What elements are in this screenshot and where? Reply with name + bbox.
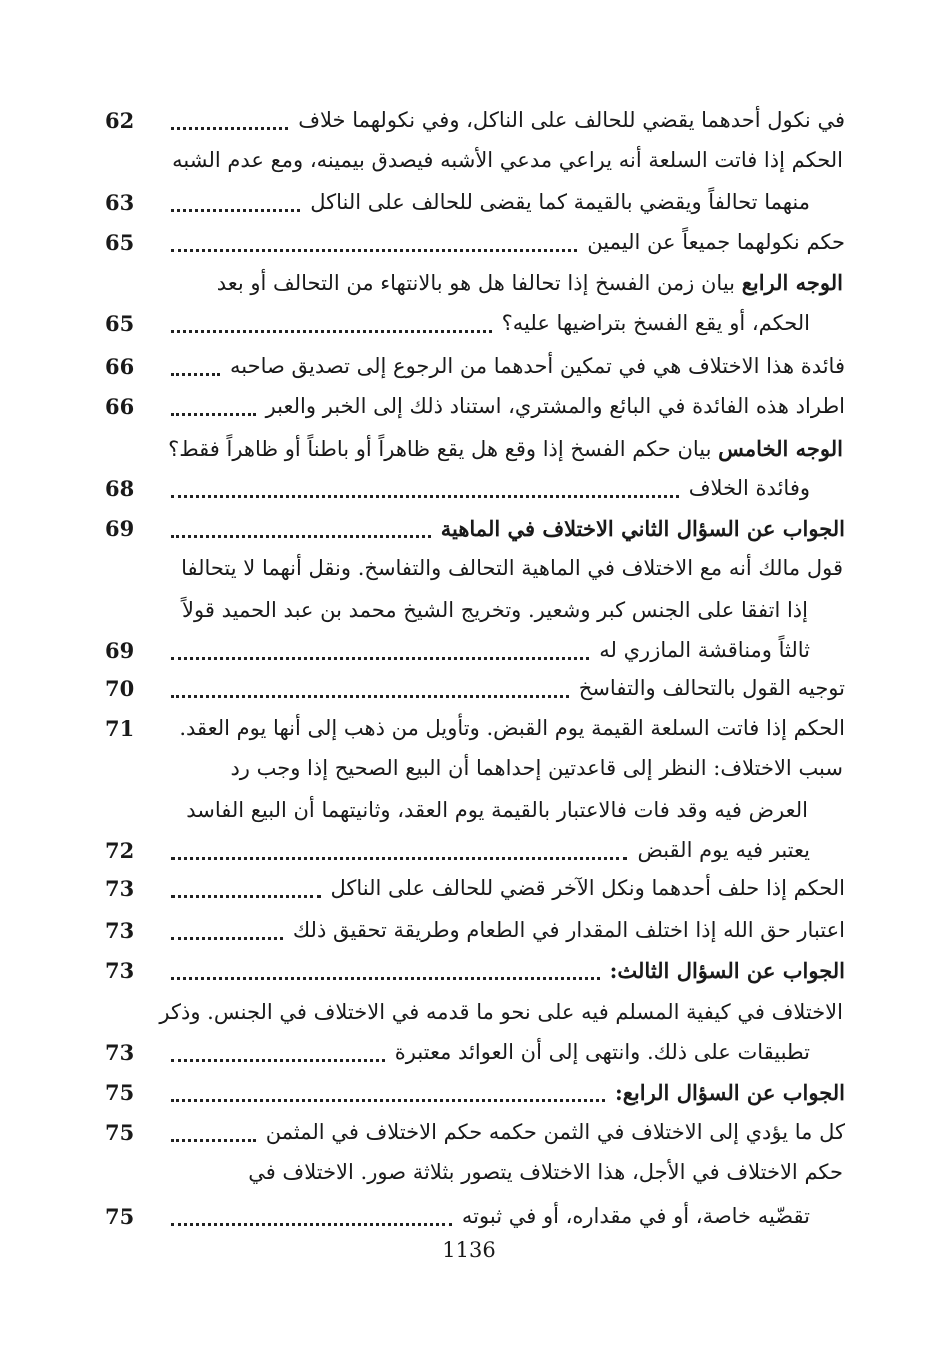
toc-page-number: 72	[105, 837, 135, 863]
toc-page-number: 73	[105, 917, 135, 943]
toc-entry-text: الحكم، أو يقع الفسخ بتراضيها عليه؟	[501, 311, 810, 335]
toc-entry	[105, 708, 845, 748]
toc-entry-text: قول مالك أنه مع الاختلاف في الماهية التحالف والتفاسخ. ونقل أنهما لا يتحالفا	[181, 556, 843, 580]
toc-entry	[105, 468, 810, 508]
toc-page-number: 65	[105, 229, 135, 255]
toc-entry-text: حكم نكولهما جميعاً عن اليمين	[587, 230, 845, 254]
toc-page-number: 75	[105, 1203, 135, 1229]
toc-entry	[105, 100, 845, 140]
toc-entry	[105, 910, 845, 950]
toc-entry-text: سبب الاختلاف: النظر إلى قاعدتين إحداهما أن البيع الصحيح إذا وجب رد	[230, 756, 843, 780]
toc-entry-text: العرض فيه وقد فات فالاعتبار بالقيمة يوم العقد، وثانيتهما أن البيع الفاسد	[186, 798, 808, 822]
toc-entry-text: منهما تحالفاً ويقضي بالقيمة كما يقضى للحالف على الناكل	[310, 190, 810, 214]
dot-leader	[171, 868, 321, 908]
toc-entry-text: الحكم إذا حلف أحدهما ونكل الآخر قضي للحالف على الناكل	[330, 876, 845, 900]
toc-entry-text: تقضّيه خاصة، أو في مقداره، أو في ثبوته	[461, 1204, 810, 1228]
toc-page-number: 66	[105, 393, 135, 419]
toc-page-number: 75	[105, 1079, 135, 1105]
toc-entry-text: اطراد هذه الفائدة في البائع والمشتري، استناد ذلك إلى الخبر والعبر	[265, 394, 845, 418]
toc-page-number: 68	[105, 475, 135, 501]
dot-leader	[171, 1072, 605, 1112]
toc-entry	[105, 1032, 810, 1072]
toc-entry	[105, 1072, 845, 1112]
toc-entry-text: يعتبر فيه يوم القبض	[637, 838, 810, 862]
toc-page-number: 63	[105, 189, 135, 215]
dot-leader	[171, 668, 569, 708]
toc-entry-text: حكم الاختلاف في الأجل، هذا الاختلاف يتصور بثلاثة صور. الاختلاف في	[248, 1160, 843, 1184]
toc-page-number: 69	[105, 637, 135, 663]
toc-entry	[105, 868, 845, 908]
toc-page-number: 73	[105, 1039, 135, 1065]
toc-entry-text: اعتبار حق الله إذا اختلف المقدار في الطعام وطريقة تحقيق ذلك	[292, 918, 845, 942]
toc-entry-text: الوجه الخامس بيان حكم الفسخ إذا وقع هل يقع ظاهراً أو باطناً أو ظاهراً فقط؟	[168, 436, 843, 461]
toc-entry	[105, 346, 845, 386]
toc-entry	[105, 303, 810, 343]
toc-entry	[105, 630, 810, 670]
toc-entry	[105, 222, 845, 262]
toc-page-number: 65	[105, 310, 135, 336]
toc-entry	[105, 386, 845, 426]
toc-page-number: 73	[105, 957, 135, 983]
dot-leader	[171, 508, 431, 548]
toc-entry-text: الجواب عن السؤال الثاني الاختلاف في الماهية	[440, 515, 845, 541]
dot-leader	[171, 910, 283, 950]
dot-leader	[171, 1112, 256, 1152]
toc-entry-text: الوجه الرابع بيان زمن الفسخ إذا تحالفا هل هو بالانتهاء من التحالف أو بعد	[216, 270, 843, 295]
toc-page-number: 70	[105, 675, 135, 701]
toc-entry-text: الاختلاف في كيفية المسلم فيه على نحو ما قدمه في الاختلاف في الجنس. وذكر	[159, 1000, 843, 1024]
page-number: 1136	[442, 1238, 496, 1262]
toc-entry	[105, 668, 845, 708]
toc-entry	[105, 950, 845, 990]
dot-leader	[171, 950, 600, 990]
toc-page-number: 71	[105, 715, 135, 741]
toc-entry-text: تطبيقات على ذلك. وانتهى إلى أن العوائد معتبرة	[394, 1040, 810, 1064]
dot-leader	[171, 100, 288, 140]
toc-entry	[105, 1112, 845, 1152]
toc-page-number: 66	[105, 353, 135, 379]
toc-entry	[105, 182, 810, 222]
dot-leader	[171, 630, 589, 670]
dot-leader	[171, 1196, 452, 1236]
toc-entry-text: الجواب عن السؤال الرابع:	[614, 1079, 845, 1105]
toc-entry-text: فائدة هذا الاختلاف هي في تمكين أحدهما من الرجوع إلى تصديق صاحبه	[230, 354, 845, 378]
dot-leader	[171, 468, 679, 508]
dot-leader	[171, 1032, 385, 1072]
toc-entry-text: كل ما يؤدي إلى الاختلاف في الثمن حكمه حكم الاختلاف في المثمن	[265, 1120, 845, 1144]
toc-entry-text: وفائدة الخلاف	[688, 476, 810, 500]
toc-entry	[105, 508, 845, 548]
toc-page-number: 62	[105, 107, 135, 133]
toc-page-number: 75	[105, 1119, 135, 1145]
toc-entry	[105, 1196, 810, 1236]
toc-page-number: 73	[105, 875, 135, 901]
toc-entry	[105, 830, 810, 870]
dot-leader	[171, 182, 300, 222]
toc-entry-text: الجواب عن السؤال الثالث:	[609, 957, 845, 983]
toc-entry-text: الحكم إذا فاتت السلعة أنه يراعي مدعي الأشبه فيصدق بيمينه، ومع عدم الشبه	[172, 148, 843, 172]
toc-entry-text: ثالثاً ومناقشة المازري له	[599, 638, 810, 662]
toc-entry-text: إذا اتفقا على الجنس كبر وشعير. وتخريج الشيخ محمد بن عبد الحميد قولاً	[182, 598, 808, 622]
dot-leader	[171, 346, 220, 386]
dot-leader	[171, 222, 577, 262]
dot-leader	[171, 386, 256, 426]
toc-entry-text: توجيه القول بالتحالف والتفاسخ	[578, 676, 845, 700]
toc-page-number: 69	[105, 515, 135, 541]
dot-leader	[171, 830, 627, 870]
dot-leader	[171, 303, 492, 343]
toc-entry-text: الحكم إذا فاتت السلعة القيمة يوم القبض. وتأويل من ذهب إلى أنها يوم العقد.	[179, 716, 845, 740]
toc-entry-text: في نكول أحدهما يقضي للحالف على الناكل، وفي نكولهما خلاف	[298, 108, 845, 132]
